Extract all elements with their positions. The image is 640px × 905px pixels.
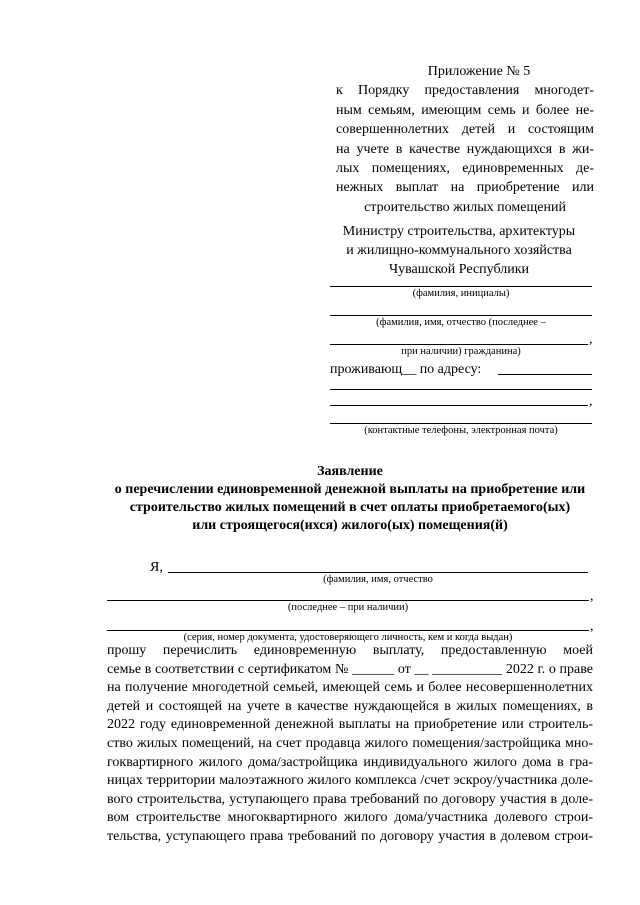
caption-fio-full-2: при наличии) гражданина) (401, 346, 521, 357)
statement-subtitle: или строящегося(ихся) жилого(ых) помещения(й) (192, 518, 508, 533)
applicant-doc-field[interactable] (107, 630, 589, 631)
addressee-line: Чувашской Республики (388, 262, 530, 277)
caption-fio-initials: (фамилия, инициалы) (412, 288, 510, 299)
caption-applicant-fio: (фамилия, имя, отчество (323, 574, 433, 585)
comma: , (590, 589, 594, 604)
statement-title: Заявление (317, 464, 383, 479)
contacts-field[interactable] (330, 423, 592, 424)
annex-title: Приложение № 5 (427, 64, 531, 79)
address-field-2[interactable] (330, 389, 592, 390)
annex-line: совершеннолетних детей и состоящим (336, 122, 594, 138)
annex-line: к Порядку предоставления многодет- (336, 83, 594, 99)
annex-line: лых помещениях, единовременных де- (336, 161, 594, 177)
comma: , (589, 332, 593, 347)
body-text (107, 642, 593, 847)
residing-label: проживающ__ по адресу: (330, 362, 482, 377)
caption-applicant-doc: (серия, номер документа, удостоверяющего личность, кем и когда выдан) (183, 632, 513, 643)
statement-subtitle: строительство жилых помещений в счет оплаты приобретаемого(ых) (129, 500, 571, 515)
body-line: тельства, уступающего права требований по договору участия в долевом строи- (107, 828, 593, 844)
i-label: Я, (150, 560, 163, 575)
addressee-block (334, 222, 584, 279)
body-line: вого строительства, уступающего права требований по договору участия в доле- (107, 791, 593, 807)
caption-contacts: (контактные телефоны, электронная почта) (364, 425, 558, 436)
addressee-line: и жилищно-коммунального хозяйства (346, 243, 572, 258)
body-line: на получение многодетной семьей, имеющей семь и более несовершеннолетних (107, 680, 593, 696)
address-field-3[interactable] (330, 405, 588, 406)
annex-line: на учете в качестве нуждающихся в жи- (336, 141, 594, 157)
applicant-fio-field-2[interactable] (107, 600, 589, 601)
comma: , (589, 394, 593, 409)
body-line: вом строительстве многоквартирного жилого дома/участника долевого строи- (107, 810, 593, 826)
fio-full-field[interactable] (330, 315, 592, 316)
annex-line: строительство жилых помещений (364, 199, 566, 215)
annex-line: ным семьям, имеющим семь и более не- (336, 102, 594, 118)
body-line: ство жилых помещений, на счет продавца жилого помещения/застройщика мно- (107, 735, 593, 751)
fio-full-field-2[interactable] (330, 344, 588, 345)
address-field-1[interactable] (498, 374, 592, 375)
caption-applicant-fio-2: (последнее – при наличии) (287, 602, 409, 613)
comma: , (590, 619, 594, 634)
body-line: детей и состоящей на учете в качестве нуждающейся в жилых помещениях, в (107, 698, 593, 714)
annex-line: нежных выплат на приобретение или (336, 180, 594, 196)
body-line: гоквартирного жилого дома/застройщика индивидуального жилого дома в гра- (107, 754, 593, 770)
body-line: прошу перечислить единовременную выплату, предоставленную моей (107, 643, 593, 658)
body-line: семье в соответствии с сертификатом № ______ от __ __________ 2022 г. о праве (107, 661, 593, 677)
statement-subtitle: о перечислении единовременной денежной выплаты на приобретение или (114, 482, 586, 497)
annex-block (336, 62, 594, 217)
body-line: ницах территории малоэтажного жилого комплекса /счет эскроу/участника доле- (107, 773, 593, 789)
caption-fio-full-1: (фамилия, имя, отчество (последнее – (376, 317, 546, 328)
addressee-line: Министру строительства, архитектуры (342, 224, 576, 239)
body-line: 2022 году единовременной денежной выплаты на приобретение или строитель- (107, 717, 593, 733)
applicant-fio-field[interactable] (168, 572, 588, 573)
fio-initials-field[interactable] (330, 286, 592, 287)
